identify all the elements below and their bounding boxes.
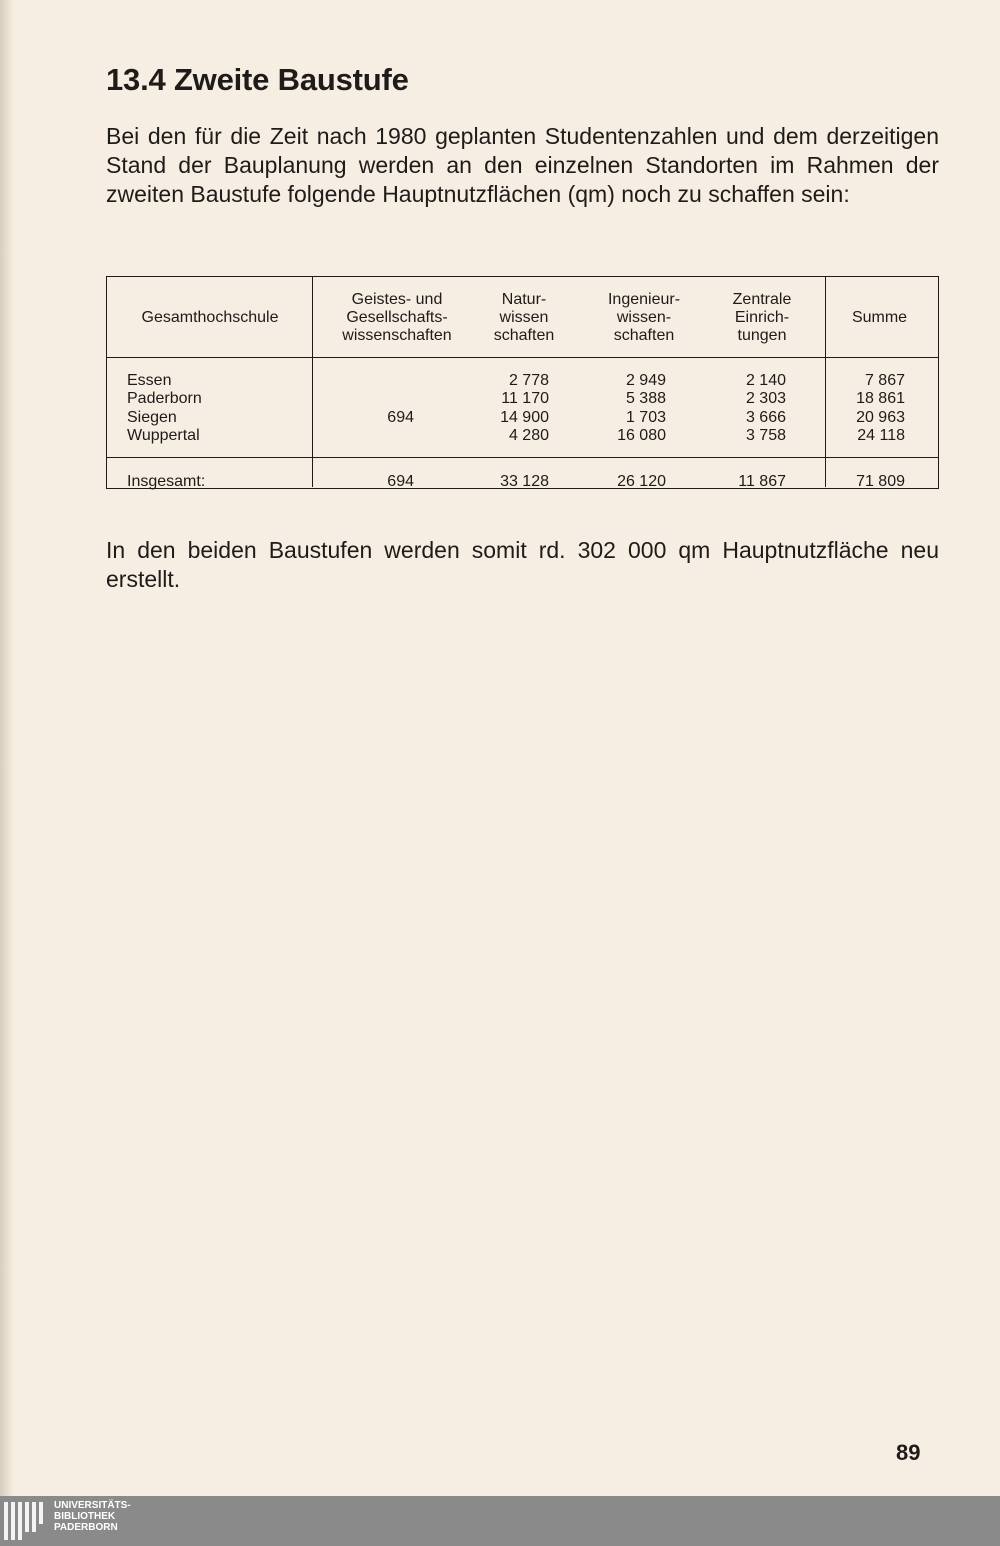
- table-cell: 20 963: [856, 408, 905, 426]
- table-cell: Siegen: [127, 408, 177, 426]
- column-naturwissenschaften: [472, 372, 549, 445]
- table-total-rule: [107, 457, 938, 458]
- table-cell: 1 703: [625, 408, 666, 426]
- header-summe: Summe: [851, 309, 908, 326]
- section-heading: 13.4 Zweite Baustufe: [106, 62, 409, 97]
- summary-paragraph: In den beiden Baustufen werden somit rd. 302 000 qm Hauptnutzfläche neu erstellt.: [106, 537, 939, 592]
- table-cell: 4 280: [508, 426, 549, 444]
- table-cell: 2 778: [508, 372, 549, 389]
- header-ingenieurwissenschaften: Ingenieur- wissen- schaften: [607, 291, 681, 344]
- total-summe: 71 809: [856, 473, 905, 490]
- header-zentrale-einrichtungen: Zentrale Einrich- tungen: [732, 291, 792, 344]
- table-cell: 2 140: [745, 372, 786, 389]
- column-ingenieurwissenschaften: [589, 372, 666, 445]
- total-label: Insgesamt:: [127, 473, 206, 490]
- table-divider: [825, 277, 826, 487]
- total-naturwissenschaften: 33 128: [500, 473, 549, 490]
- table-cell: Paderborn: [127, 390, 202, 408]
- table-divider: [312, 277, 313, 487]
- column-gesamthochschule: [127, 372, 307, 445]
- table-cell: [357, 427, 414, 445]
- table-cell: 2 949: [625, 372, 666, 389]
- intro-paragraph: Bei den für die Zeit nach 1980 geplanten Studentenzahlen und dem derzeitigen Stand der Bauplanung werden an den einzelnen Standorten im Rahmen der zweiten Baustufe folgende Hauptnutzflächen (qm) noch zu schaffen sein:: [106, 123, 939, 207]
- table-cell: [357, 390, 414, 408]
- library-logo-icon: [4, 1502, 44, 1540]
- library-logo-text: UNIVERSITÄTS- BIBLIOTHEK PADERBORN: [54, 1500, 131, 1533]
- total-geisteswissenschaften: 694: [387, 473, 414, 490]
- column-summe: [827, 372, 905, 445]
- table-cell: Wuppertal: [127, 426, 200, 444]
- header-geisteswissenschaften: Geistes- und Gesellschafts- wissenschaften: [342, 291, 452, 344]
- library-footer-bar: [0, 1496, 1000, 1546]
- table-cell: 11 170: [501, 390, 549, 408]
- table-cell: 16 080: [617, 426, 666, 444]
- column-geisteswissenschaften: [357, 372, 414, 445]
- table-cell: 7 867: [864, 372, 905, 389]
- total-ingenieurwissenschaften: 26 120: [617, 473, 666, 490]
- table-cell: [357, 372, 414, 390]
- table-header-rule: [107, 357, 938, 358]
- table-cell: 5 388: [625, 390, 666, 408]
- floor-area-table: [106, 276, 939, 489]
- table-cell: 18 861: [856, 390, 905, 408]
- header-naturwissenschaften: Natur- wissen schaften: [493, 291, 555, 344]
- table-cell: 3 758: [745, 426, 786, 444]
- table-cell: 14 900: [500, 408, 549, 426]
- page-gutter-shadow: [0, 0, 14, 1496]
- total-zentrale-einrichtungen: 11 867: [738, 473, 786, 490]
- header-gesamthochschule: Gesamthochschule: [141, 309, 279, 326]
- table-cell: 3 666: [745, 408, 786, 426]
- page-number: 89: [896, 1440, 921, 1465]
- table-cell: 24 118: [857, 426, 905, 444]
- table-cell: 694: [387, 408, 414, 426]
- table-cell: Essen: [127, 372, 172, 389]
- table-cell: 2 303: [745, 390, 786, 408]
- column-zentrale-einrichtungen: [709, 372, 786, 445]
